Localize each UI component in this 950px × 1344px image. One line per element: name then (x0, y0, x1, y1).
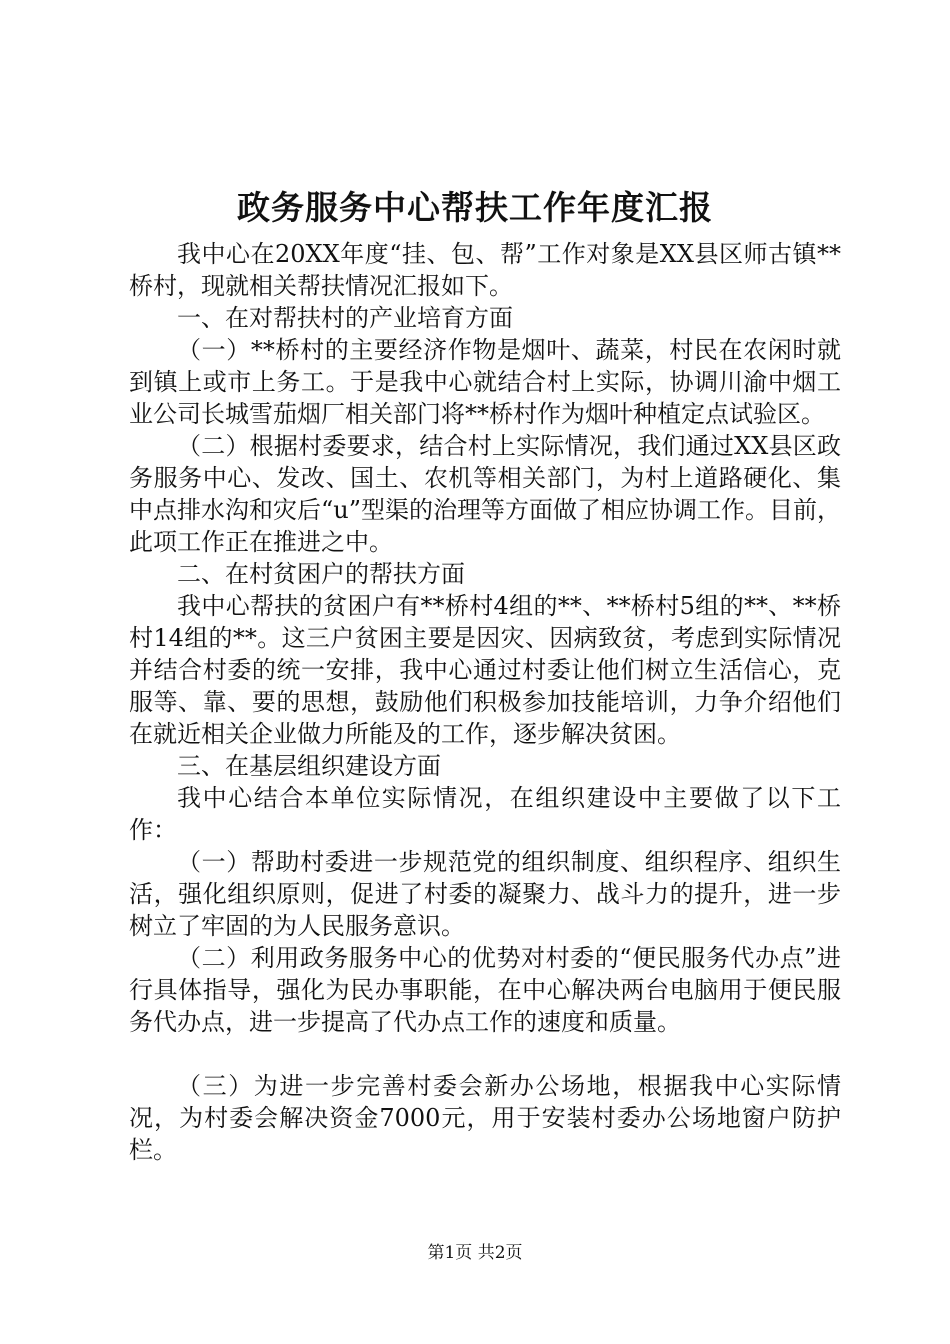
section-heading-2: 二、在村贫困户的帮扶方面 (177, 560, 465, 588)
section-heading-1: 一、在对帮扶村的产业培育方面 (177, 304, 513, 332)
document-body (129, 238, 841, 1166)
page-footer: 第1页 共2页 (427, 1243, 523, 1263)
section-1-item-1: （一）**桥村的主要经济作物是烟叶、蔬菜，村民在农闲时就到镇上或市上务工。于是我中心就结合村上实际，协调川渝中烟工业公司长城雪茄烟厂相关部门将**桥村作为烟叶种植定点试验区。 (129, 336, 841, 428)
section-heading-3: 三、在基层组织建设方面 (177, 752, 441, 780)
section-3-intro: 我中心结合本单位实际情况，在组织建设中主要做了以下工作： (129, 784, 841, 844)
document-title: 政务服务中心帮扶工作年度汇报 (237, 188, 713, 227)
section-3-item-2: （二）利用政务服务中心的优势对村委的“便民服务代办点”进行具体指导，强化为民办事职能，在中心解决两台电脑用于便民服务代办点，进一步提高了代办点工作的速度和质量。 (129, 944, 841, 1036)
paragraph-spacer (129, 1038, 841, 1070)
section-3-item-1: （一）帮助村委进一步规范党的组织制度、组织程序、组织生活，强化组织原则，促进了村委的凝聚力、战斗力的提升，进一步树立了牢固的为人民服务意识。 (129, 848, 841, 940)
intro-paragraph: 我中心在20XX年度“挂、包、帮”工作对象是XX县区师古镇**桥村，现就相关帮扶情况汇报如下。 (129, 240, 841, 300)
section-3-item-3: （三）为进一步完善村委会新办公场地，根据我中心实际情况，为村委会解决资金7000元，用于安装村委办公场地窗户防护栏。 (129, 1072, 841, 1164)
section-2-paragraph: 我中心帮扶的贫困户有**桥村4组的**、**桥村5组的**、**桥村14组的**。这三户贫困主要是因灾、因病致贫，考虑到实际情况并结合村委的统一安排，我中心通过村委让他们树立生活信心，克服等、靠、要的思想，鼓励他们积极参加技能培训，力争介绍他们在就近相关企业做力所能及的工作，逐步解决贫困。 (129, 592, 841, 748)
section-1-item-2: （二）根据村委要求，结合村上实际情况，我们通过XX县区政务服务中心、发改、国土、农机等相关部门，为村上道路硬化、集中点排水沟和灾后“u”型渠的治理等方面做了相应协调工作。目前，此项工作正在推进之中。 (129, 432, 841, 556)
